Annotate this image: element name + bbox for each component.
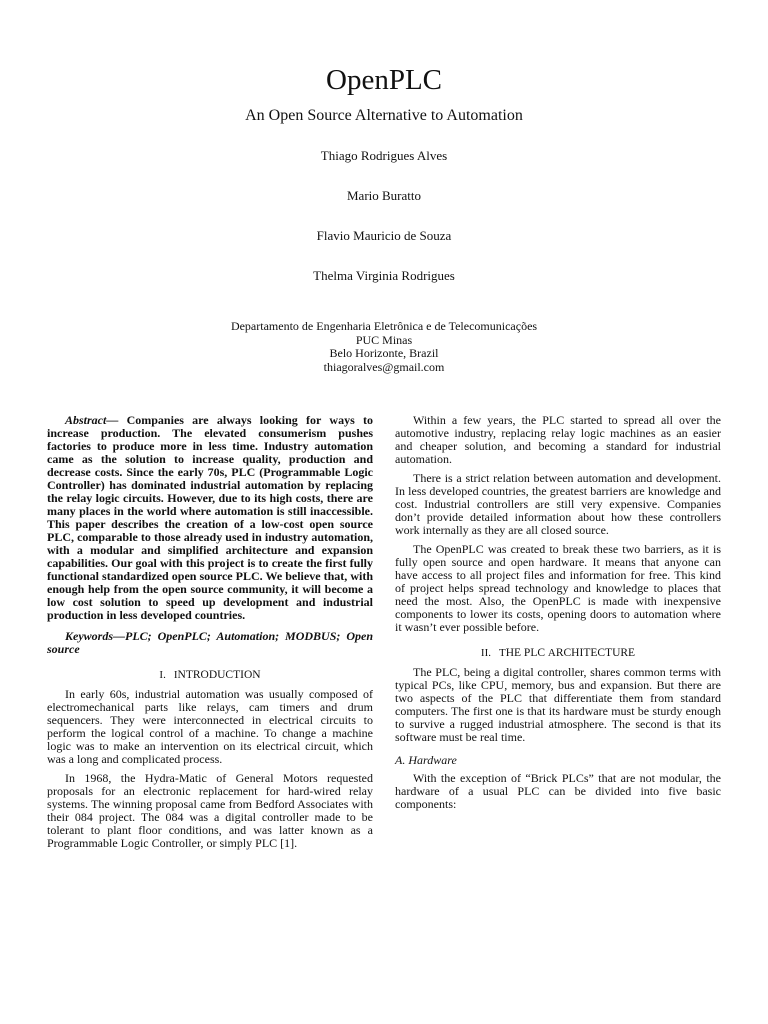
paper-subtitle: An Open Source Alternative to Automation [245, 107, 523, 124]
paper-title: OpenPLC [326, 64, 442, 96]
paper-header [0, 62, 768, 374]
subsection-heading-hardware: A. Hardware [395, 753, 457, 767]
keywords: Keywords—PLC; OpenPLC; Automation; MODBUS; Open source [47, 629, 373, 656]
author-list [0, 148, 768, 308]
intro-paragraph: The OpenPLC was created to break these two barriers, as it is fully open source and open hardware. It means that anyone can have access to all project files and information for free. This kind of project helps spread technology and knowledge to places that need the most. Also, the OpenPLC is made with inexpensive components to lower its costs, opening doors to automation where it wasn’t ever possible before. [395, 542, 721, 634]
intro-paragraph: Within a few years, the PLC started to spread all over the automotive industry, replacing relay logic machines as an easier and cheaper solution, and becoming a standard for industrial automation. [395, 413, 721, 466]
affiliation [0, 320, 768, 374]
affiliation-university: PUC Minas [355, 332, 413, 347]
author-name: Thiago Rodrigues Alves [320, 148, 448, 163]
right-column [395, 414, 721, 817]
section-title-initial: I [173, 669, 178, 681]
intro-paragraph: In early 60s, industrial automation was usually composed of electromechanical parts like relays, cam timers and drum sequencers. They were interconnected in electrical circuits to perform the logical control of a machine. To change a machine logic was to make an intervention on its electrical circuit, which was a long and complicated process. [47, 687, 373, 766]
affiliation-email: thiagoralves@gmail.com [323, 359, 445, 374]
section-title-word2-initial: A [547, 647, 556, 659]
section-title-rest: NTRODUCTION [177, 669, 261, 681]
author-name: Flavio Mauricio de Souza [316, 228, 452, 243]
section-number: I. [159, 669, 166, 681]
author-name: Mario Buratto [346, 188, 421, 203]
architecture-paragraph: The PLC, being a digital controller, shares common terms with typical PCs, like CPU, memory, bus and expansion. But there are two aspects of the PLC that differentiate them from standard computers. The first one is that its hardware must be sturdy enough to survive a rugged industrial atmosphere. The second is that its software must be real time. [395, 665, 721, 744]
section-title-initial: T [498, 647, 506, 659]
section-heading-plc-architecture [395, 646, 721, 660]
intro-paragraph: In 1968, the Hydra-Matic of General Motors requested proposals for an electronic replacement for hard-wired relay systems. The winning proposal came from Bedford Associates with their 084 project. The 084 was a digital controller made to be tolerant to plant floor conditions, and was latter known as a Programmable Logic Controller, or simply PLC [1]. [47, 771, 373, 850]
section-number: II. [480, 647, 491, 659]
section-title-rest: HE PLC [505, 647, 548, 659]
affiliation-department: Departamento de Engenharia Eletrônica e de Telecomunicações [230, 319, 538, 333]
abstract [47, 414, 373, 622]
author-name: Thelma Virginia Rodrigues [313, 268, 455, 283]
section-heading-introduction [47, 668, 373, 682]
abstract-text: Companies are always looking for ways to increase production. The elevated consumerism pushes factories to produce more in less time. Industry automation came as the solution to increase quality, production and decrease costs. Since the early 70s, PLC (Programmable Logic Controller) has dominated industrial automation by replacing the relay logic circuits. However, due to its high costs, there are many places in the world where automation is still inaccessible. This paper describes the creation of a low-cost open source PLC, comparable to those already used in industry automation, with a modular and simplified architecture and expansion capabilities. Our goal with this project is to create the first fully functional standardized open source PLC. We believe that, with enough help from the open source community, it will become a low cost solution to speed up development and industrial production in less developed countries. [47, 413, 373, 622]
affiliation-location: Belo Horizonte, Brazil [329, 346, 439, 360]
intro-paragraph: There is a strict relation between automation and development. In less developed countries, the greatest barriers are knowledge and cost. Industrial controllers are still very expensive. Companies don’t provide detailed information about how these controllers work internally as they are all closed source. [395, 471, 721, 537]
section-title-word2-rest: RCHITECTURE [555, 647, 636, 659]
abstract-label: Abstract— [65, 413, 119, 427]
hardware-paragraph: With the exception of “Brick PLCs” that are not modular, the hardware of a usual PLC can be divided into five basic components: [395, 771, 721, 811]
left-column [47, 414, 373, 856]
